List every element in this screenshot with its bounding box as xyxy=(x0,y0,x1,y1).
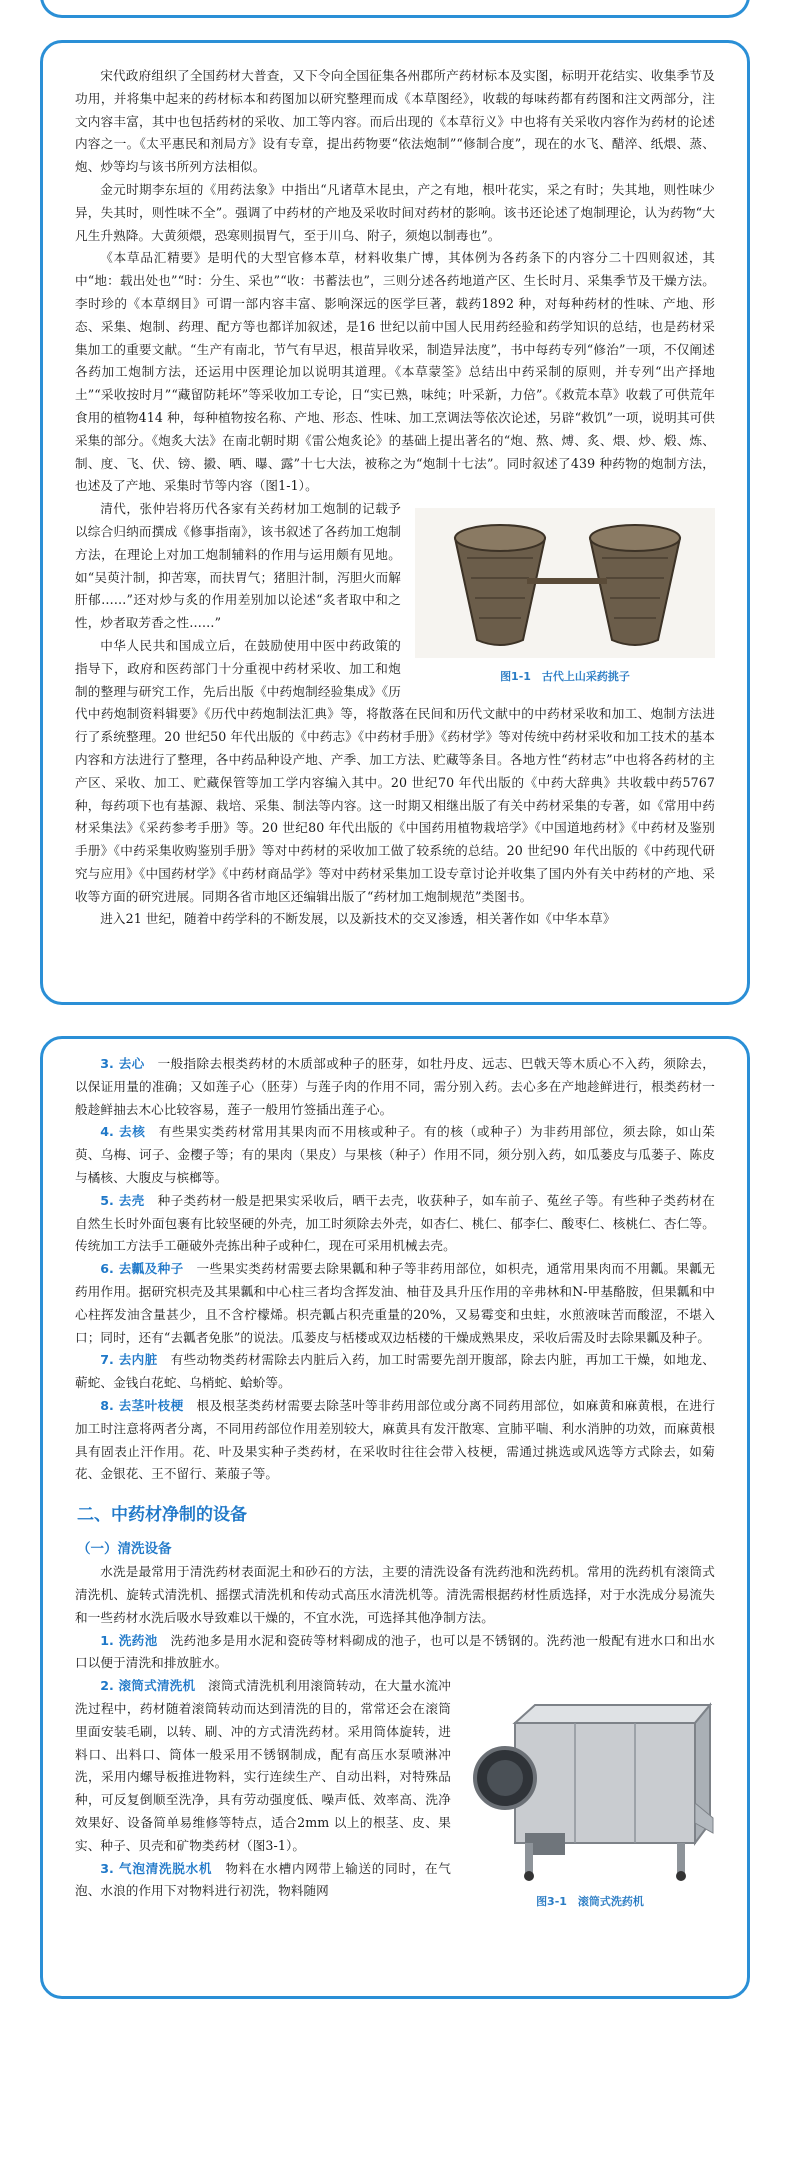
item-text: 洗药池多是用水泥和瓷砖等材料砌成的池子，也可以是不锈钢的。洗药池一般配有进水口和出水口以便于清洗和排放脏水。 xyxy=(75,1632,715,1671)
figure-caption: 图3-1 滚筒式洗药机 xyxy=(536,1895,644,1909)
herb-basket-illustration xyxy=(415,508,715,658)
paragraph: 金元时期李东垣的《用药法象》中指出“凡诸草木昆虫，产之有地，根叶花实，采之有时；失其地，则性味少异，失其时，则性味不全”。强调了中药材的产地及采收时间对药材的影响。该书还论述了炮制理论，认为药物“大凡生升熟降。大黄须煨，恐寒则损胃气，至于川乌、附子，须炮以制毒也”。 xyxy=(75,181,715,243)
section-heading: 二、中药材净制的设备 xyxy=(77,1505,247,1526)
item-title: 7. 去内脏 xyxy=(100,1352,158,1368)
paragraph: 水洗是最常用于清洗药材表面泥土和砂石的方法，主要的清洗设备有洗药池和洗药机。常用的洗药机有滚筒式清洗机、旋转式清洗机、摇摆式清洗机和传动式高压水清洗机等。清洗需根据药材性质选择，对于水洗成分易流失和一些药材水洗后吸水导致难以干燥的，不宜水洗，可选择其他净制方法。 xyxy=(75,1564,715,1625)
page-card-equipment xyxy=(40,1036,750,1999)
page-card-history xyxy=(40,40,750,1005)
subsection-heading: （一）清洗设备 xyxy=(77,1541,172,1558)
item-text: 有些果实类药材常用其果肉而不用核或种子。有的核（或种子）为非药用部位，须去除，如山茱萸、乌梅、诃子、金樱子等；有的果肉（果皮）与果核（种子）作用不同，须分别入药，如瓜蒌皮与瓜蒌子、陈皮与橘核、大腹皮与槟榔等。 xyxy=(75,1124,715,1185)
item-title: 1. 洗药池 xyxy=(100,1632,158,1648)
item-text: 滚筒式清洗机利用滚筒转动，在大量水流冲洗过程中，药材随着滚筒转动而达到清洗的目的，常常还会在滚筒里面安装毛刷，以转、刷、冲的方式清洗药材。采用筒体旋转，进料口、出料口、筒体一般采用不锈钢制成，配有高压水泵喷淋冲洗，采用内螺导板推进物料，实行连续生产、自动出料，对特殊品种，可反复倒顺至洗净，具有劳动强度低、噪声低、效率高、洗净效果好、设备简单易维修等特点，适合2mm 以上的根茎、皮、果实、种子、贝壳和矿物类药材（图3-1）。 xyxy=(75,1678,451,1853)
previous-page-fragment xyxy=(40,0,750,18)
item-text: 一些果实类药材需要去除果瓤和种子等非药用部位，如枳壳，通常用果肉而不用瓤。果瓤无药用作用。据研究枳壳及其果瓤和中心柱三者均含挥发油、柚苷及具升压作用的辛弗林和N-甲基酪胺，但果瓤和中心柱挥发油含量甚少，且不含柠檬烯。枳壳瓤占积壳重量的20%，又易霉变和虫蛀，水煎液味苦而酸涩，不堪入口；同时，还有“去瓤者免胀”的说法。瓜蒌皮与栝楼或双边栝楼的干燥成熟果皮，采收后需及时去除果瓤及种子。 xyxy=(75,1261,716,1345)
paragraph: 中华人民共和国成立后，在鼓励使用中医中药政策的指导下，政府和医药部门十分重视中药材采收、加工和炮制的整理与研究工作，先后出版《中药炮制经验集成》《历代中药炮制资料辑要》《历代中药炮制法汇典》等，将散落在民间和历代文献中的中药材采收和加工、炮制方法进行了系统整理。20 世纪50 年代出版的《中药志》《中药材手册》《药材学》等对传统中药材采收和加工技术的基本内容和方法进行了整理，各中药品种设产地、产季、加工方法、贮藏等条目。各地方性“药材志”中也将各药材的主产区、采收、加工、贮藏保管等加工学内容编入其中。20 世纪70 年代出版的《中药大辞典》共收载中药5767 种，每药项下也有基源、栽培、采集、制法等内容。这一时期又相继出版了有关中药材采集的专著，如《常用中药材采集法》《采药参考手册》等。20 世纪80 年代出版的《中国药用植物栽培学》《中国道地药材》《中药材及鉴别手册》《中药采集收购鉴别手册》等对中药材的采收加工做了较系统的总结。20 世纪90 年代出版的《中药现代研究与应用》《中国药材学》《中药材商品学》等对中药材采集加工设专章讨论并收集了国内外有关中药材的产地、采收等方面的研究进展。同期各省市地区还编辑出版了“药材加工炮制规范”类图书。 xyxy=(75,637,715,904)
figure-caption: 图1-1 古代上山采药挑子 xyxy=(500,670,630,684)
list-item xyxy=(75,1630,715,1676)
list-item xyxy=(75,1121,715,1189)
figure-herb-basket xyxy=(415,508,715,684)
item-title: 6. 去瓤及种子 xyxy=(100,1261,184,1277)
list-item xyxy=(75,1190,715,1258)
list-item xyxy=(75,1395,715,1486)
item-title: 3. 气泡清洗脱水机 xyxy=(100,1860,213,1876)
paragraph: 宋代政府组织了全国药材大普查，又下令向全国征集各州郡所产药材标本及实图，标明开花结实、收集季节及功用，并将集中起来的药材标本和药图加以研究整理而成《本草图经》，收载的每味药都有药图和注文两部分，注文内容丰富，其中也包括药材的采收、加工等内容。而后出现的《本草衍义》中也将有关采收内容作为药材的论述内容之一。《太平惠民和剂局方》设有专章，提出药物要“依法炮制”“修制合度”，现在的水飞、醋淬、纸煨、蒸、炮、炒等均与该书所列方法相似。 xyxy=(75,68,715,175)
item-text: 一般指除去根类药材的木质部或种子的胚芽，如牡丹皮、远志、巴戟天等木质心不入药，须除去，以保证用量的准确；又如莲子心（胚芽）与莲子肉的作用不同，需分别入药。去心多在产地趁鲜进行，根类药材一般趁鲜抽去木心比较容易，莲子一般用竹签插出莲子心。 xyxy=(75,1056,715,1117)
item-text: 物料在水槽内网带上输送的同时，在气泡、水浪的作用下对物料进行初洗，物料随网 xyxy=(75,1860,452,1899)
item-title: 8. 去茎叶枝梗 xyxy=(100,1397,184,1413)
paragraph: 《本草品汇精要》是明代的大型官修本草，材料收集广博，其体例为各药条下的内容分二十四则叙述，其中“地：载出处也”“时：分生、采也”“收：书蓄法也”，三则分述各药地道产区、生长时月、采集季节及干燥方法。李时珍的《本草纲目》可谓一部内容丰富、影响深远的医学巨著，载药1892 种，对每种药材的性味、产地、形态、采集、炮制、药理、配方等也都详加叙述，是16 世纪以前中国人民用药经验和药学知识的总结，也是药材采集加工的重要文献。“生产有南北，节气有早迟，根苗异收采，制造异法度”，书中每药专列“修治”一项，不仅阐述各药加工炮制方法，还运用中医理论加以说明其道理。《本草蒙筌》总结出中药采制的原则，并专列“出产择地土”“采收按时月”“藏留防耗坏”等采收加工专论，日“实已熟，味纯；叶采新，力倍”。《救荒本草》收载了可供荒年食用的植物414 种，每种植物按名称、产地、形态、性味、加工烹调法等依次论述，另辟“救饥”一项，说明其可供采集的部分。《炮炙大法》在南北朝时期《雷公炮炙论》的基础上提出著名的“炮、熬、煿、炙、煨、炒、煅、炼、制、度、飞、伏、镑、摋、晒、曝、露”十七大法，被称之为“炮制十七法”。同时叙述了439 种药物的炮制方法，也述及了产地、采集时节等内容（图1-1）。 xyxy=(75,250,715,494)
paragraph: 进入21 世纪，随着中药学科的不断发展，以及新技术的交叉渗透，相关著作如《中华本草》 xyxy=(100,911,616,927)
item-title: 4. 去核 xyxy=(100,1124,146,1140)
list-item xyxy=(75,1053,715,1121)
item-title: 2. 滚筒式清洗机 xyxy=(100,1678,196,1694)
list-item xyxy=(75,1349,715,1395)
item-text: 根及根茎类药材需要去除茎叶等非药用部位或分离不同药用部位，如麻黄和麻黄根，在进行加工时注意将两者分离，不同用药部位作用差别较大，麻黄具有发汗散寒、宣肺平喘、利水消肿的功效，而麻黄根具有固表止汗作用。花、叶及果实种子类药材，在采收时往往会带入枝梗，需通过挑选或风选等方式除去，如菊花、金银花、王不留行、莱菔子等。 xyxy=(75,1397,716,1482)
item-text: 种子类药材一般是把果实采收后，晒干去壳，收获种子，如车前子、菟丝子等。有些种子类药材在自然生长时外面包裹有比较坚硬的外壳，加工时须除去外壳，如杏仁、桃仁、郁李仁、酸枣仁、核桃仁、杏仁等。传统加工方法手工砸破外壳拣出种子或种仁，现在可采用机械去壳。 xyxy=(75,1192,715,1254)
item-text: 有些动物类药材需除去内脏后入药，加工时需要先剖开腹部，除去内脏，再加工干燥，如地龙、蕲蛇、金钱白花蛇、乌梢蛇、蛤蚧等。 xyxy=(75,1352,715,1391)
item-title: 3. 去心 xyxy=(100,1056,145,1071)
list-item xyxy=(75,1258,715,1349)
item-title: 5. 去壳 xyxy=(100,1192,145,1208)
paragraph: 清代，张仲岩将历代各家有关药材加工炮制的记载予以综合归纳而撰成《修事指南》，该书叙述了各药加工炮制方法，在理论上对加工炮制辅料的作用与运用颇有见地。如“吴萸汁制，抑苦寒，而扶胃气；猪胆汁制，泻胆火而解肝郁……”还对炒与炙的作用差别加以论述“炙者取中和之性，炒者取芳香之性……” xyxy=(75,501,401,631)
figure-drum-washer xyxy=(465,1683,715,1909)
drum-washer-illustration xyxy=(465,1683,715,1883)
